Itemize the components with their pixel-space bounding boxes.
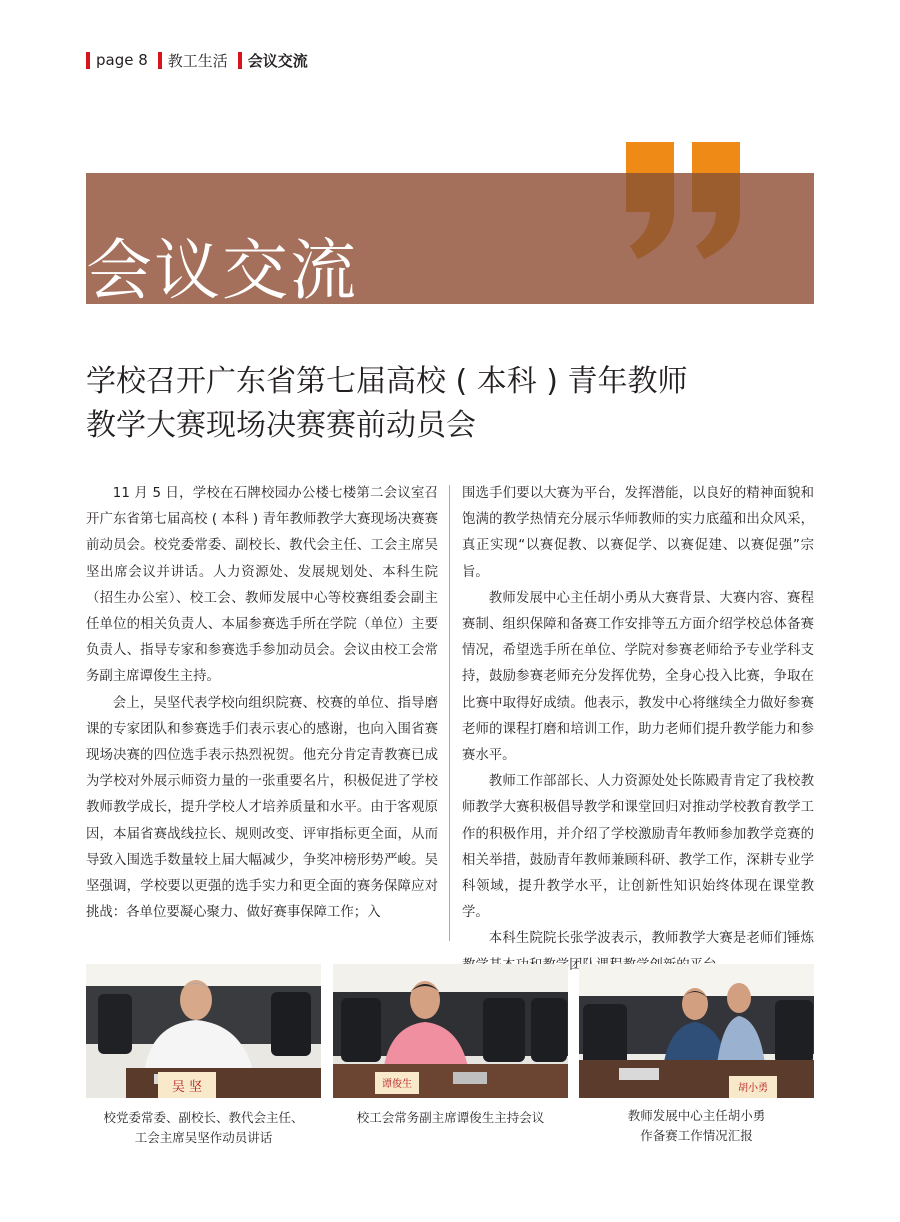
headline-line: 学校召开广东省第七届高校 ( 本科 ) 青年教师 xyxy=(86,364,688,399)
article-paragraph: 教师发展中心主任胡小勇从大赛背景、大赛内容、赛程赛制、组织保障和备赛工作安排等五方面介绍学校总体备赛情况，希望选手所在单位、学院对参赛老师给予专业学科支持，鼓励参赛老师充分发挥优势，全身心投入比赛，争取在比赛中取得好成绩。他表示，教发中心将继续全力做好参赛老师的课程打磨和培训工作，助力老师们提升教学能力和参赛水平。 xyxy=(462,590,814,764)
page-number: page 8 xyxy=(96,51,148,69)
caption-line: 校党委常委、副校长、教代会主任、 xyxy=(103,1110,304,1125)
section-label: 教工生活 xyxy=(167,51,228,70)
article-paragraph: 教师工作部部长、人力资源处处长陈殿青肯定了我校教师教学大赛积极倡导教学和课堂回归对推动学校教育教学工作的积极作用，并介绍了学校激励青年教师参加教学竞赛的相关举措，鼓励青年教师兼顾科研、教学工作，深耕专业学科领域，提升教学水平，让创新性知识始终体现在课堂教学。 xyxy=(462,774,814,921)
caption-line: 作备赛工作情况汇报 xyxy=(640,1128,753,1143)
article-paragraph: 本科生院院长张学波表示，教师教学大赛是老师们锤炼 学团 xyxy=(488,931,814,973)
photo-caption xyxy=(579,1106,814,1146)
nameplate-text: 吴 坚 xyxy=(171,1080,203,1095)
article-column-left xyxy=(86,481,438,926)
photo-caption xyxy=(333,1108,568,1128)
article-paragraph: 11 月 5 日，学校在石牌校园办公楼七楼第二会议室召开广东省第七届高校 ( 本科 ) 青年教师教学大赛现场决赛赛前动员会。校党委常委、副校长、教代会主任、工会主席吴坚出席会议并讲话。人力资源处、发展规划处、本科生院（招生办公室）、校工会、教师发展中心等校赛组委会副主任单位的相关负责人、本届参赛选手所在学院（单位）主要负责人、指导专家和参赛选手参加动员会。会议由校工会常务副主席谭俊生主持。 xyxy=(86,486,438,685)
nameplate xyxy=(375,1072,419,1094)
nameplate xyxy=(729,1076,777,1098)
caption-line: 教师发展中心主任胡小勇 xyxy=(627,1108,766,1123)
article-paragraph: 围选手们要以大赛为平台，发挥潜能，以良好的精神面貌和饱满的教学热情充分展示华师教师的实力底蕴和出众风采，真正实现“以赛促教、以赛促学、以赛促建、以赛促强”宗旨。 xyxy=(462,486,814,580)
nameplate xyxy=(158,1072,216,1098)
subsection-label: 会议交流 xyxy=(247,51,308,70)
caption-line: 校工会常务副主席谭俊生主持会议 xyxy=(356,1110,545,1125)
meeting-photo xyxy=(333,964,568,1098)
column-divider xyxy=(449,485,450,941)
quote-mark-icon xyxy=(622,142,752,262)
article-headline xyxy=(86,360,821,448)
banner-title: 会议交流 xyxy=(86,232,358,304)
nameplate-text: 谭俊生 xyxy=(382,1079,412,1090)
nameplate-text: 胡小勇 xyxy=(738,1083,768,1094)
page-header xyxy=(86,50,318,70)
header-marker xyxy=(86,52,90,69)
caption-line: 工会主席吴坚作动员讲话 xyxy=(134,1130,273,1145)
article-column-right xyxy=(462,481,814,979)
header-marker xyxy=(238,52,242,69)
header-marker xyxy=(158,52,162,69)
photo-caption xyxy=(86,1108,321,1148)
meeting-photo xyxy=(579,964,814,1098)
article-paragraph: 会上，吴坚代表学校向组织院赛、校赛的单位、指导磨课的专家团队和参赛选手们表示衷心的感谢，也向入围省赛现场决赛的四位选手表示热烈祝贺。他充分肯定青教赛已成为学校对外展示师资力量的一张重要名片，积极促进了学校教师教学成长，提升学校人才培养质量和水平。由于客观原因，本届省赛战线拉长、规则改变、评审指标更全面，从而导致入围选手数量较上届大幅减少，争奖冲榜形势严峻。吴坚强调，学校要以更强的选手实力和更全面的赛务保障应对挑战：各单位要凝心聚力、做好赛事保障工作；入 xyxy=(86,695,438,921)
meeting-photo xyxy=(86,964,321,1098)
headline-line: 教学大赛现场决赛赛前动员会 xyxy=(86,408,476,443)
